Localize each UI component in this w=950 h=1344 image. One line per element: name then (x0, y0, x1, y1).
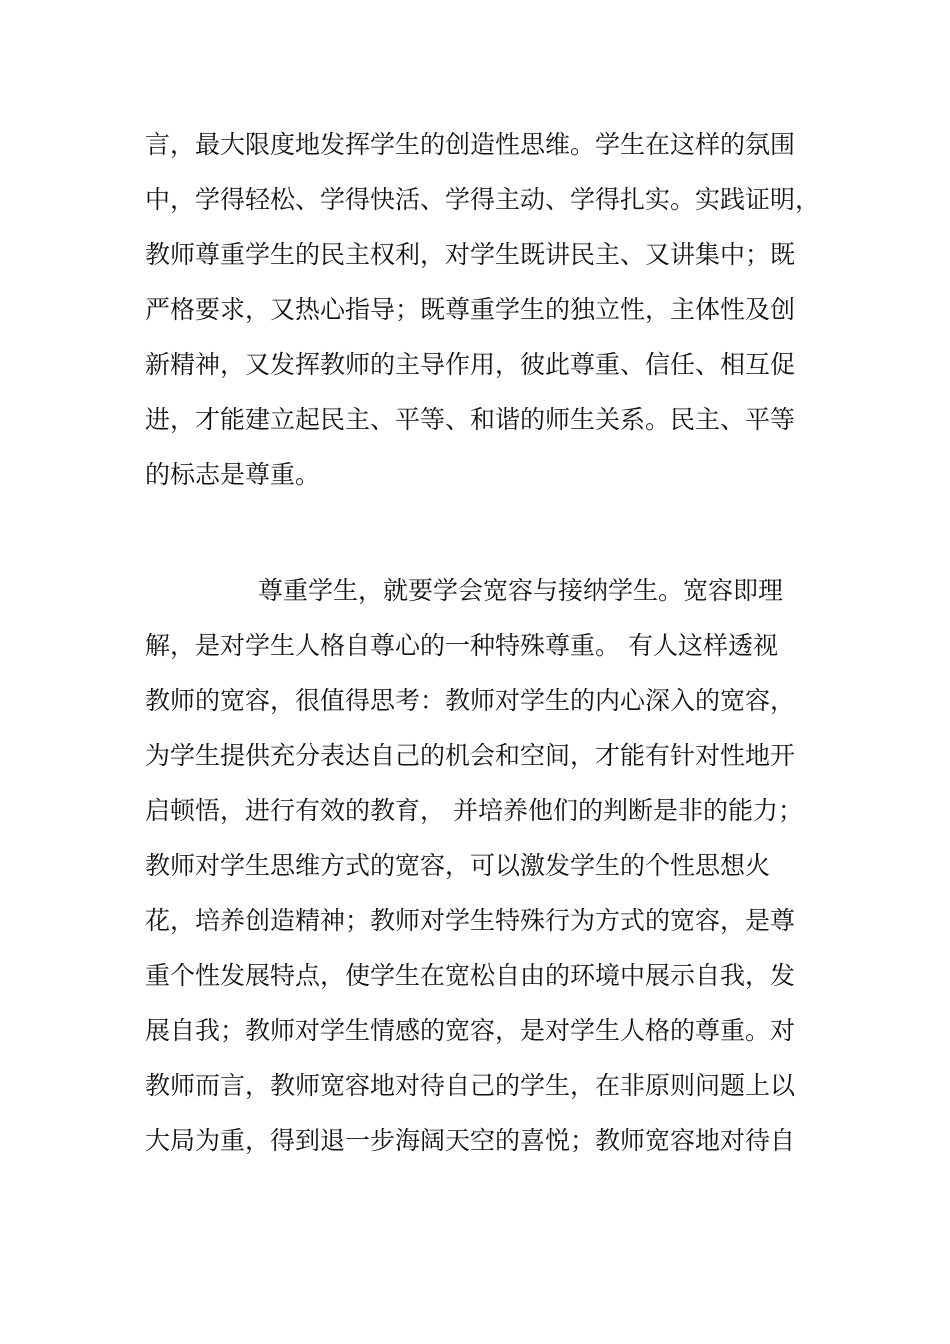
text-line: 教师对学生思维方式的宽容，可以激发学生的个性思想火 (145, 851, 771, 880)
text-line: 解，是对学生人格自尊心的一种特殊尊重。 有人这样透视 (145, 631, 778, 660)
text-line: 教师而言，教师宽容地对待自己的学生，在非原则问题上以 (145, 1071, 796, 1100)
text-line: 新精神，又发挥教师的主导作用，彼此尊重、信任、相互促 (145, 350, 796, 379)
text-line: 教师的宽容，很值得思考：教师对学生的内心深入的宽容， (145, 686, 796, 715)
text-line: 大局为重，得到退一步海阔天空的喜悦；教师宽容地对待自 (145, 1126, 796, 1155)
text-line: 展自我；教师对学生情感的宽容，是对学生人格的尊重。对 (145, 1016, 796, 1045)
text-line: 为学生提供充分表达自己的机会和空间，才能有针对性地开 (145, 741, 796, 770)
paragraph-2 (145, 563, 845, 1168)
text-line: 教师尊重学生的民主权利，对学生既讲民主、又讲集中；既 (145, 240, 796, 269)
text-line: 进，才能建立起民主、平等、和谐的师生关系。民主、平等 (145, 405, 796, 434)
text-line: 启顿悟，进行有效的教育， 并培养他们的判断是非的能力； (145, 796, 803, 825)
paragraph-1 (145, 117, 845, 502)
text-line: 重个性发展特点，使学生在宽松自由的环境中展示自我，发 (145, 961, 796, 990)
text-line: 言，最大限度地发挥学生的创造性思维。学生在这样的氛围 (145, 130, 796, 159)
text-line: 的标志是尊重。 (145, 460, 321, 489)
text-line-indented: 尊重学生，就要学会宽容与接纳学生。宽容即理 (258, 576, 784, 605)
text-line: 中，学得轻松、学得快活、学得主动、学得扎实。实践证明， (145, 185, 821, 214)
text-line: 严格要求，又热心指导；既尊重学生的独立性，主体性及创 (145, 295, 796, 324)
text-line: 花，培养创造精神；教师对学生特殊行为方式的宽容，是尊 (145, 906, 796, 935)
